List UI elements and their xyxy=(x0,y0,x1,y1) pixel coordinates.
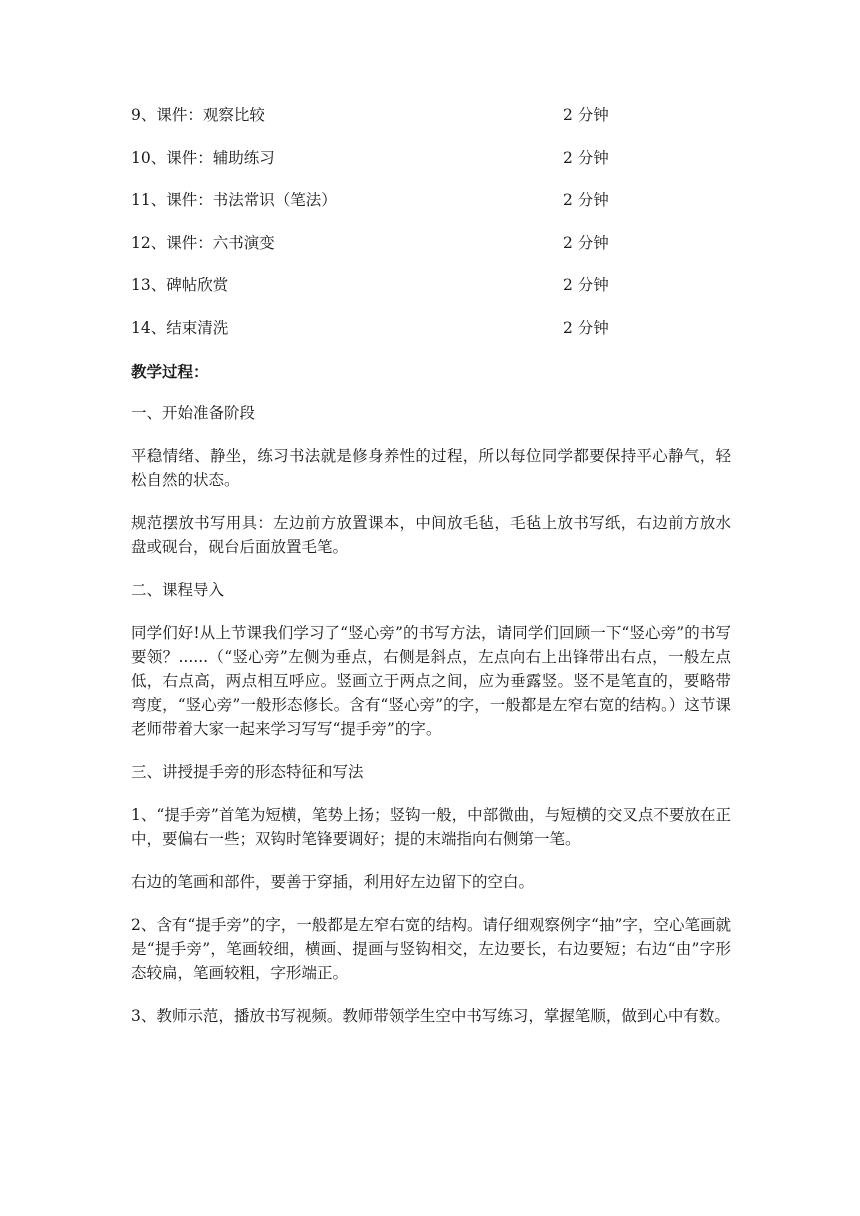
paragraph: 规范摆放书写用具：左边前方放置课本，中间放毛毡，毛毡上放书写纸，右边前方放水盘或砚台，砚台后面放置毛笔。 xyxy=(131,514,731,556)
schedule-item: 10、课件：辅助练习 xyxy=(131,148,275,167)
paragraph: 2、含有“提手旁”的字，一般都是左窄右宽的结构。请仔细观察例字“抽”字，空心笔画就是“提手旁”，笔画较细，横画、提画与竖钩相交，左边要长，右边要短；右边“由”字形态较扁，笔画较粗，字形端正。 xyxy=(131,916,731,982)
paragraph: 3、教师示范，播放书写视频。教师带领学生空中书写练习，掌握笔顺，做到心中有数。 xyxy=(131,1007,730,1025)
schedule-item: 12、课件：六书演变 xyxy=(131,233,275,252)
schedule-time: 2 分钟 xyxy=(563,318,609,337)
schedule-time: 2 分钟 xyxy=(563,276,609,295)
section-heading: 教学过程： xyxy=(131,362,209,381)
document-body xyxy=(131,360,731,1047)
schedule-row xyxy=(131,231,691,274)
schedule-item: 9、课件：观察比较 xyxy=(131,106,265,124)
paragraph: 右边的笔画和部件，要善于穿插，利用好左边留下的空白。 xyxy=(131,873,535,891)
schedule-time: 2 分钟 xyxy=(563,233,609,252)
schedule-list xyxy=(131,103,691,359)
paragraph: 同学们好!从上节课我们学习了“竖心旁”的书写方法，请同学们回顾一下“竖心旁”的书写要领？......（“竖心旁”左侧为垂点，右侧是斜点，左点向右上出锋带出右点，一般左点低，右点高，两点相互呼应。竖画立于两点之间，应为垂露竖。竖不是笔直的，要略带弯度，“竖心旁”一般形态修长。含有“竖心旁”的字，一般都是左窄右宽的结构。）这节课老师带着大家一起来学习写写“提手旁”的字。 xyxy=(131,624,731,738)
schedule-row xyxy=(131,316,691,359)
schedule-time: 2 分钟 xyxy=(563,148,609,167)
schedule-item: 11、课件：书法常识（笔法） xyxy=(131,191,337,210)
schedule-item: 14、结束清洗 xyxy=(131,318,229,337)
schedule-item: 13、碑帖欣赏 xyxy=(131,276,229,295)
paragraph-teaching-heading: 三、讲授提手旁的形态特征和写法 xyxy=(131,763,364,781)
schedule-time: 2 分钟 xyxy=(563,191,609,210)
paragraph: 1、“提手旁”首笔为短横，笔势上扬；竖钩一般，中部微曲，与短横的交叉点不要放在正中，要偏右一些；双钩时笔锋要调好；提的末端指向右侧第一笔。 xyxy=(131,806,731,848)
schedule-row xyxy=(131,103,691,146)
schedule-row xyxy=(131,273,691,316)
schedule-row xyxy=(131,146,691,189)
paragraph-prep-heading: 一、开始准备阶段 xyxy=(131,404,256,422)
paragraph: 平稳情绪、静坐，练习书法就是修身养性的过程，所以每位同学都要保持平心静气，轻松自然的状态。 xyxy=(131,447,731,489)
schedule-row xyxy=(131,188,691,231)
schedule-time: 2 分钟 xyxy=(563,106,609,124)
paragraph-intro-heading: 二、课程导入 xyxy=(131,581,225,599)
